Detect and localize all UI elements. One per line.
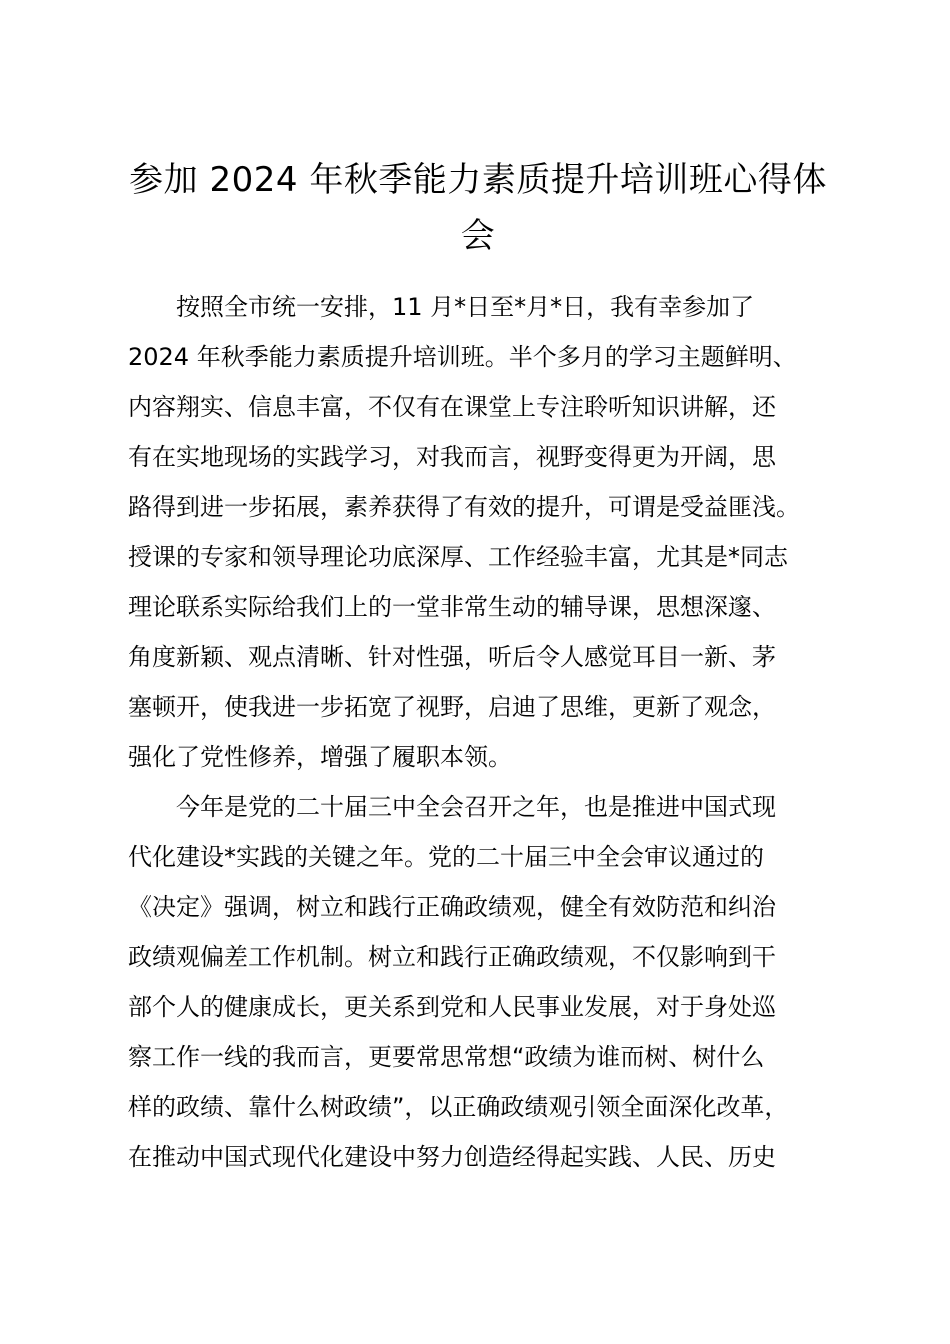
body-line-5: 路得到进一步拓展，素养获得了有效的提升，可谓是受益匪浅。 (128, 493, 800, 521)
body-line-7: 理论联系实际给我们上的一堂非常生动的辅导课，思想深邃、 (128, 593, 776, 621)
body-line-12: 代化建设*实践的关键之年。党的二十届三中全会审议通过的 (128, 843, 764, 871)
body-line-14: 政绩观偏差工作机制。树立和践行正确政绩观，不仅影响到干 (128, 943, 776, 971)
body-line-9: 塞顿开，使我进一步拓宽了视野，启迪了思维，更新了观念， (128, 693, 776, 721)
body-line-1: 按照全市统一安排，11 月*日至*月*日，我有幸参加了 (128, 293, 755, 321)
title-line-2: 会 (460, 216, 496, 256)
body-line-8: 角度新颖、观点清晰、针对性强，听后令人感觉耳目一新、茅 (128, 643, 776, 671)
document-title (118, 152, 838, 264)
body-line-16: 察工作一线的我而言，更要常思常想“政绩为谁而树、树什么 (128, 1043, 765, 1071)
body-line-15: 部个人的健康成长，更关系到党和人民事业发展，对于身处巡 (128, 993, 776, 1021)
body-line-3: 内容翔实、信息丰富，不仅有在课堂上专注聆听知识讲解，还 (128, 393, 776, 421)
body-line-10: 强化了党性修养，增强了履职本领。 (128, 743, 512, 771)
body-line-18: 在推动中国式现代化建设中努力创造经得起实践、人民、历史 (128, 1143, 776, 1171)
title-line-1: 参加 2024 年秋季能力素质提升培训班心得体 (129, 160, 827, 200)
body-line-11: 今年是党的二十届三中全会召开之年，也是推进中国式现 (128, 793, 776, 821)
body-line-4: 有在实地现场的实践学习，对我而言，视野变得更为开阔，思 (128, 443, 776, 471)
document-body (128, 282, 848, 1182)
body-line-13: 《决定》强调，树立和践行正确政绩观，健全有效防范和纠治 (128, 893, 776, 921)
body-line-17: 样的政绩、靠什么树政绩”，以正确政绩观引领全面深化改革， (128, 1093, 789, 1121)
body-line-2: 2024 年秋季能力素质提升培训班。半个多月的学习主题鲜明、 (128, 343, 797, 371)
body-line-6: 授课的专家和领导理论功底深厚、工作经验丰富，尤其是*同志 (128, 543, 788, 571)
